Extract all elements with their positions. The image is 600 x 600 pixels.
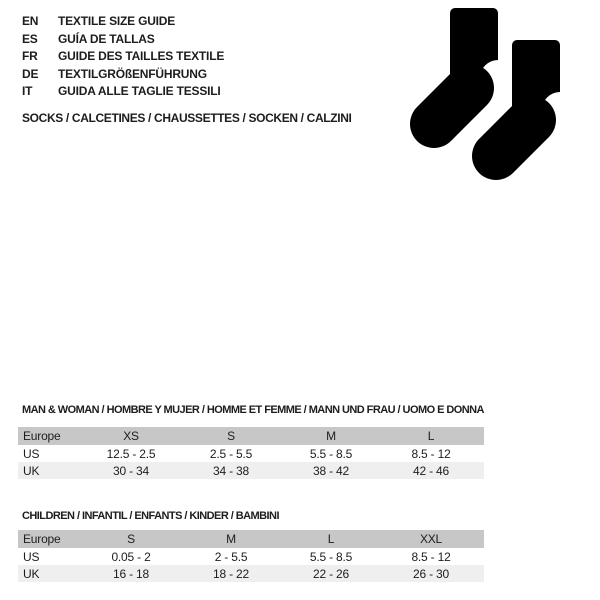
size-value: 18 - 22 bbox=[213, 566, 249, 581]
column-header: L bbox=[427, 429, 435, 443]
table-title-children: CHILDREN / INFANTIL / ENFANTS / KINDER / BAMBINI bbox=[22, 510, 279, 522]
size-value: 38 - 42 bbox=[313, 463, 349, 478]
language-row-en bbox=[22, 13, 224, 31]
size-value: 8.5 - 12 bbox=[411, 549, 451, 564]
size-value: 16 - 18 bbox=[113, 566, 149, 581]
language-row-it bbox=[22, 83, 224, 101]
table-row-uk bbox=[18, 462, 484, 479]
column-header: S bbox=[227, 429, 235, 443]
category-heading: SOCKS / CALCETINES / CHAUSSETTES / SOCKEN / CALZINI bbox=[22, 111, 352, 125]
column-header: L bbox=[327, 532, 335, 546]
language-row-de bbox=[22, 66, 224, 84]
language-code: IT bbox=[22, 84, 33, 98]
size-value: 2.5 - 5.5 bbox=[209, 446, 253, 461]
language-label: GUIDE DES TAILLES TEXTILE bbox=[58, 49, 225, 63]
table-header-row bbox=[18, 427, 484, 445]
column-header: XS bbox=[123, 429, 139, 443]
table-title-man-woman: MAN & WOMAN / HOMBRE Y MUJER / HOMME ET FEMME / MANN UND FRAU / UOMO E DONNA bbox=[22, 404, 484, 416]
size-value: 34 - 38 bbox=[213, 463, 249, 478]
language-list bbox=[22, 13, 224, 101]
size-value: 8.5 - 12 bbox=[411, 446, 451, 461]
size-value: 30 - 34 bbox=[113, 463, 149, 478]
size-value: 26 - 30 bbox=[413, 566, 449, 581]
table-row-us bbox=[18, 548, 484, 565]
table-row-us bbox=[18, 445, 484, 462]
column-header: Europe bbox=[23, 429, 61, 443]
column-header: Europe bbox=[23, 532, 61, 546]
language-label: TEXTILE SIZE GUIDE bbox=[58, 14, 176, 28]
size-value: 0.05 - 2 bbox=[111, 549, 151, 564]
language-code: ES bbox=[22, 31, 38, 46]
row-label: US bbox=[23, 549, 40, 564]
row-label: US bbox=[23, 446, 40, 461]
language-label: GUIDA ALLE TAGLIE TESSILI bbox=[58, 84, 221, 98]
column-header: M bbox=[226, 532, 236, 546]
language-row-es bbox=[22, 31, 224, 49]
language-label: GUÍA DE TALLAS bbox=[58, 31, 155, 46]
table-row-uk bbox=[18, 565, 484, 582]
column-header: S bbox=[127, 532, 135, 546]
table-header-row bbox=[18, 530, 484, 548]
column-header: XXL bbox=[419, 532, 443, 546]
sock-back bbox=[434, 8, 516, 124]
size-table-children bbox=[18, 530, 484, 582]
language-label: TEXTILGRÖßENFÜHRUNG bbox=[58, 66, 207, 81]
size-value: 2 - 5.5 bbox=[214, 549, 248, 564]
size-value: 5.5 - 8.5 bbox=[309, 549, 353, 564]
row-label: UK bbox=[23, 463, 40, 478]
sock-front bbox=[496, 40, 563, 156]
row-label: UK bbox=[23, 566, 40, 581]
size-value: 12.5 - 2.5 bbox=[106, 446, 156, 461]
language-code: FR bbox=[22, 49, 38, 63]
language-row-fr bbox=[22, 48, 224, 66]
language-code: DE bbox=[22, 66, 39, 81]
size-value: 22 - 26 bbox=[313, 566, 349, 581]
column-header: M bbox=[326, 429, 336, 443]
size-table-man-woman bbox=[18, 427, 484, 479]
socks-icon bbox=[408, 6, 563, 181]
language-code: EN bbox=[22, 14, 39, 28]
size-value: 5.5 - 8.5 bbox=[309, 446, 353, 461]
size-value: 42 - 46 bbox=[413, 463, 449, 478]
